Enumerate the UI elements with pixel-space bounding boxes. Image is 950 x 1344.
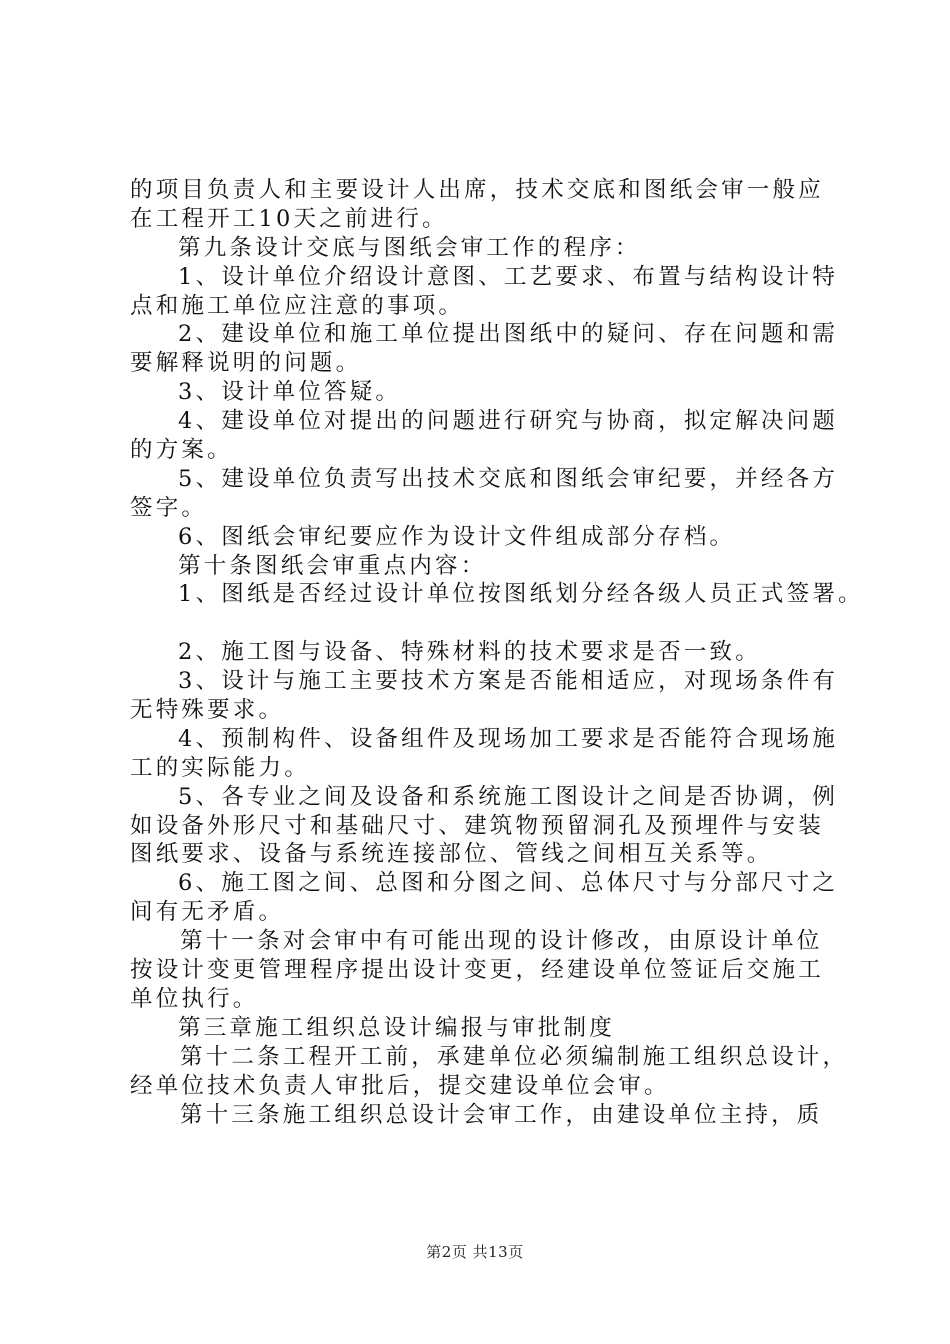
text-line: 3、设计与施工主要技术方案是否能相适应，对现场条件有 [178, 668, 839, 695]
text-line: 6、图纸会审纪要应作为设计文件组成部分存档。 [178, 523, 736, 550]
text-line: 工的实际能力。 [130, 754, 310, 781]
document-body [130, 176, 864, 1129]
text-line: 单位执行。 [130, 985, 259, 1012]
text-line: 如设备外形尺寸和基础尺寸、建筑物预留洞孔及预埋件与安装 [130, 812, 824, 839]
text-line: 5、建设单位负责写出技术交底和图纸会审纪要，并经各方 [178, 465, 839, 492]
text-line: 经单位技术负责人审批后，提交建设单位会审。 [130, 1072, 670, 1099]
text-line: 第十一条对会审中有可能出现的设计修改，由原设计单位 [180, 928, 823, 955]
text-line: 无特殊要求。 [130, 697, 285, 724]
text-line: 签字。 [130, 494, 208, 521]
text-line: 要解释说明的问题。 [130, 350, 362, 377]
text-line: 第十三条施工组织总设计会审工作，由建设单位主持，质 [180, 1101, 823, 1128]
text-line: 3、设计单位答疑。 [178, 379, 402, 406]
text-line: 第十条图纸会审重点内容： [178, 552, 487, 579]
text-line: 2、施工图与设备、特殊材料的技术要求是否一致。 [178, 639, 761, 666]
text-line: 的项目负责人和主要设计人出席，技术交底和图纸会审一般应 [130, 177, 824, 203]
text-line: 1、图纸是否经过设计单位按图纸划分经各级人员正式签署。 [178, 581, 864, 608]
text-line: 第三章施工组织总设计编报与审批制度 [178, 1014, 615, 1041]
text-line: 2、建设单位和施工单位提出图纸中的疑问、存在问题和需 [178, 321, 839, 348]
blank-line [130, 609, 840, 638]
text-line: 第九条设计交底与图纸会审工作的程序： [178, 234, 641, 261]
page-footer: 第2页 共13页 [426, 1243, 524, 1261]
text-line: 5、各专业之间及设备和系统施工图设计之间是否协调，例 [178, 783, 839, 810]
text-line: 6、施工图之间、总图和分图之间、总体尺寸与分部尺寸之 [178, 870, 839, 897]
text-line: 点和施工单位应注意的事项。 [130, 292, 465, 319]
text-line: 第十二条工程开工前，承建单位必须编制施工组织总设计， [180, 1043, 849, 1070]
text-line: 4、预制构件、设备组件及现场加工要求是否能符合现场施 [178, 725, 839, 752]
text-line: 间有无矛盾。 [130, 899, 285, 926]
text-line: 在工程开工10天之前进行。 [130, 205, 448, 232]
text-line: 1、设计单位介绍设计意图、工艺要求、布置与结构设计特 [178, 263, 839, 290]
text-line: 图纸要求、设备与系统连接部位、管线之间相互关系等。 [130, 841, 773, 868]
text-line: 按设计变更管理程序提出设计变更，经建设单位签证后交施工 [130, 957, 824, 984]
text-line: 4、建设单位对提出的问题进行研究与协商，拟定解决问题 [178, 408, 839, 435]
text-line: 的方案。 [130, 437, 233, 464]
